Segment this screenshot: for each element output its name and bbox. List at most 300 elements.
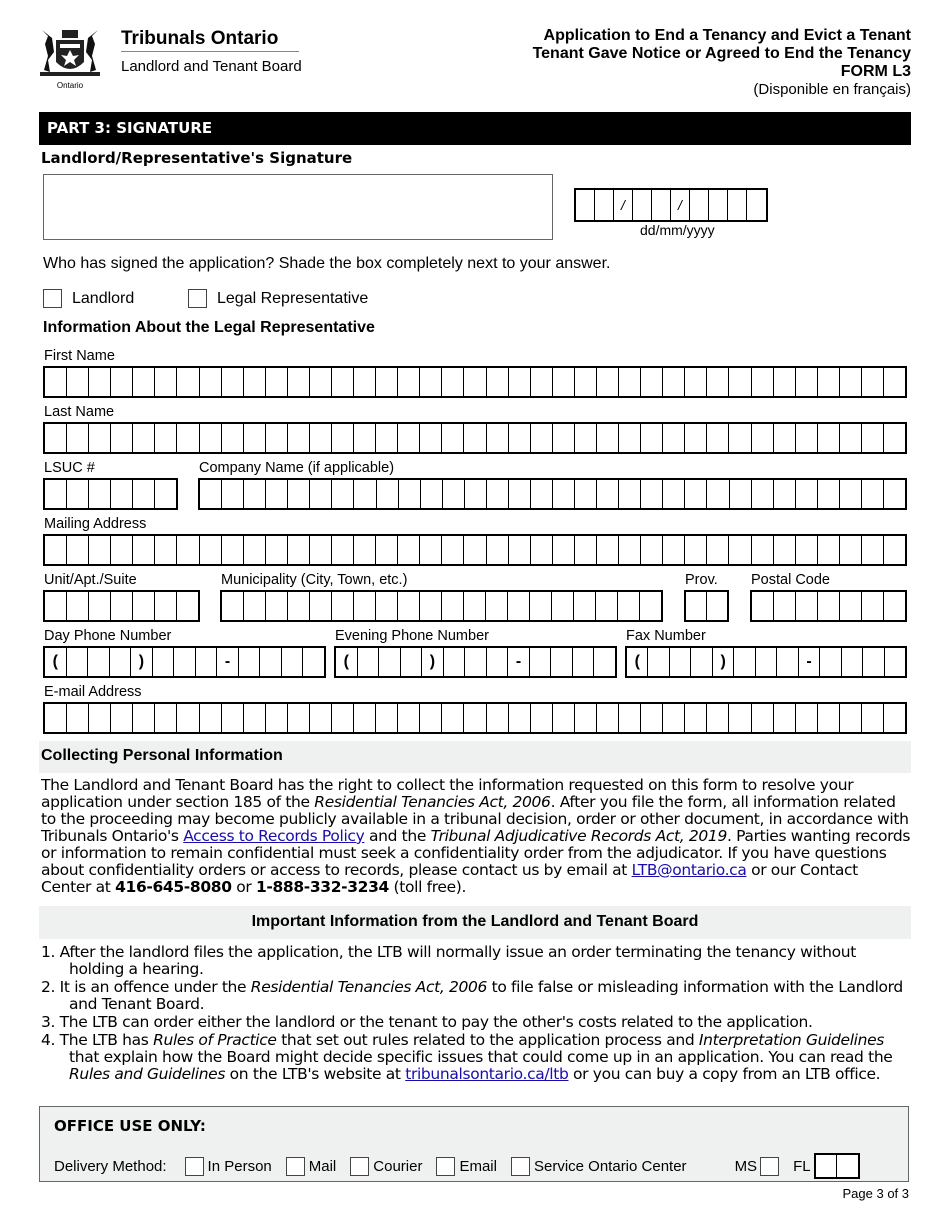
char-cell[interactable] xyxy=(310,704,332,732)
char-cell[interactable] xyxy=(509,424,531,452)
char-cell[interactable] xyxy=(531,480,553,508)
ms-checkbox[interactable] xyxy=(760,1157,779,1176)
char-cell[interactable] xyxy=(796,424,818,452)
phone-cell[interactable] xyxy=(88,648,110,676)
char-cell[interactable] xyxy=(45,424,67,452)
char-cell[interactable] xyxy=(67,368,89,396)
char-cell[interactable] xyxy=(774,704,796,732)
char-cell[interactable] xyxy=(862,592,884,620)
date-cell[interactable] xyxy=(633,190,652,220)
char-cell[interactable] xyxy=(266,536,288,564)
char-cell[interactable] xyxy=(111,536,133,564)
char-cell[interactable] xyxy=(840,480,862,508)
delivery-courier[interactable]: Courier xyxy=(350,1157,422,1176)
char-cell[interactable] xyxy=(486,592,508,620)
char-cell[interactable] xyxy=(332,368,354,396)
char-cell[interactable] xyxy=(354,704,376,732)
char-cell[interactable] xyxy=(420,536,442,564)
char-cell[interactable] xyxy=(67,704,89,732)
char-cell[interactable] xyxy=(574,592,596,620)
char-cell[interactable] xyxy=(752,592,774,620)
date-cell[interactable] xyxy=(595,190,614,220)
phone-cell[interactable] xyxy=(648,648,669,676)
char-cell[interactable] xyxy=(244,424,266,452)
char-cell[interactable] xyxy=(597,704,619,732)
char-cell[interactable] xyxy=(155,704,177,732)
char-cell[interactable] xyxy=(796,368,818,396)
fl-field[interactable] xyxy=(814,1153,860,1179)
phone-cell[interactable] xyxy=(863,648,884,676)
first-name-field[interactable] xyxy=(43,366,907,398)
char-cell[interactable] xyxy=(133,424,155,452)
phone-cell[interactable] xyxy=(153,648,175,676)
postal-code-field[interactable] xyxy=(750,590,907,622)
lsuc-field[interactable] xyxy=(43,478,178,510)
char-cell[interactable] xyxy=(729,704,751,732)
char-cell[interactable] xyxy=(443,480,465,508)
phone-cell[interactable] xyxy=(820,648,841,676)
char-cell[interactable] xyxy=(597,480,619,508)
char-cell[interactable] xyxy=(596,592,618,620)
char-cell[interactable] xyxy=(552,592,574,620)
char-cell[interactable] xyxy=(619,424,641,452)
char-cell[interactable] xyxy=(398,592,420,620)
char-cell[interactable] xyxy=(354,480,376,508)
phone-cell[interactable] xyxy=(465,648,487,676)
char-cell[interactable] xyxy=(288,536,310,564)
day-phone-field[interactable] xyxy=(43,646,326,678)
phone-cell[interactable] xyxy=(67,648,89,676)
phone-cell[interactable] xyxy=(174,648,196,676)
phone-cell[interactable]: ) xyxy=(422,648,444,676)
char-cell[interactable] xyxy=(310,368,332,396)
char-cell[interactable] xyxy=(729,368,751,396)
char-cell[interactable] xyxy=(332,480,354,508)
char-cell[interactable] xyxy=(707,368,729,396)
char-cell[interactable] xyxy=(45,480,67,508)
char-cell[interactable] xyxy=(244,592,266,620)
char-cell[interactable] xyxy=(155,592,177,620)
char-cell[interactable] xyxy=(685,424,707,452)
char-cell[interactable] xyxy=(288,592,310,620)
char-cell[interactable] xyxy=(420,704,442,732)
char-cell[interactable] xyxy=(640,592,661,620)
char-cell[interactable] xyxy=(464,368,486,396)
char-cell[interactable] xyxy=(67,536,89,564)
phone-cell[interactable] xyxy=(260,648,282,676)
phone-cell[interactable]: ( xyxy=(45,648,67,676)
char-cell[interactable] xyxy=(332,592,354,620)
char-cell[interactable] xyxy=(177,536,199,564)
phone-cell[interactable] xyxy=(777,648,798,676)
char-cell[interactable] xyxy=(663,536,685,564)
char-cell[interactable] xyxy=(729,536,751,564)
char-cell[interactable] xyxy=(774,368,796,396)
char-cell[interactable] xyxy=(244,536,266,564)
phone-cell[interactable] xyxy=(551,648,573,676)
char-cell[interactable] xyxy=(222,368,244,396)
char-cell[interactable] xyxy=(862,480,884,508)
char-cell[interactable] xyxy=(310,480,332,508)
char-cell[interactable] xyxy=(796,704,818,732)
signer-option-landlord[interactable] xyxy=(43,289,134,308)
char-cell[interactable] xyxy=(111,480,133,508)
char-cell[interactable] xyxy=(487,424,509,452)
date-cell[interactable] xyxy=(690,190,709,220)
char-cell[interactable] xyxy=(67,480,89,508)
char-cell[interactable] xyxy=(553,424,575,452)
char-cell[interactable] xyxy=(354,536,376,564)
char-cell[interactable] xyxy=(619,480,641,508)
char-cell[interactable] xyxy=(442,424,464,452)
char-cell[interactable] xyxy=(442,704,464,732)
date-cell[interactable] xyxy=(747,190,766,220)
phone-cell[interactable] xyxy=(487,648,509,676)
fax-field[interactable] xyxy=(625,646,907,678)
char-cell[interactable] xyxy=(111,592,133,620)
char-cell[interactable] xyxy=(222,592,244,620)
char-cell[interactable] xyxy=(89,480,111,508)
char-cell[interactable] xyxy=(840,704,862,732)
char-cell[interactable] xyxy=(332,424,354,452)
char-cell[interactable] xyxy=(89,536,111,564)
char-cell[interactable] xyxy=(597,424,619,452)
char-cell[interactable] xyxy=(354,368,376,396)
char-cell[interactable] xyxy=(133,536,155,564)
char-cell[interactable] xyxy=(752,536,774,564)
char-cell[interactable] xyxy=(774,424,796,452)
char-cell[interactable] xyxy=(420,368,442,396)
char-cell[interactable] xyxy=(155,424,177,452)
phone-cell[interactable]: ) xyxy=(713,648,734,676)
phone-cell[interactable] xyxy=(670,648,691,676)
char-cell[interactable] xyxy=(752,368,774,396)
char-cell[interactable] xyxy=(420,424,442,452)
char-cell[interactable] xyxy=(266,704,288,732)
date-cell[interactable] xyxy=(709,190,728,220)
company-field[interactable] xyxy=(198,478,907,510)
char-cell[interactable] xyxy=(177,424,199,452)
char-cell[interactable] xyxy=(45,592,67,620)
char-cell[interactable] xyxy=(442,368,464,396)
phone-cell[interactable] xyxy=(282,648,304,676)
char-cell[interactable] xyxy=(420,592,442,620)
char-cell[interactable] xyxy=(244,704,266,732)
char-cell[interactable] xyxy=(752,480,774,508)
char-cell[interactable] xyxy=(818,480,840,508)
char-cell[interactable] xyxy=(200,424,222,452)
char-cell[interactable] xyxy=(464,424,486,452)
phone-cell[interactable] xyxy=(530,648,552,676)
delivery-email[interactable]: Email xyxy=(436,1157,497,1176)
signature-date-field[interactable] xyxy=(574,188,768,222)
char-cell[interactable] xyxy=(840,424,862,452)
char-cell[interactable] xyxy=(111,704,133,732)
char-cell[interactable] xyxy=(177,704,199,732)
signature-field[interactable] xyxy=(43,174,553,240)
char-cell[interactable] xyxy=(796,536,818,564)
char-cell[interactable] xyxy=(133,368,155,396)
landlord-checkbox[interactable] xyxy=(43,289,62,308)
char-cell[interactable] xyxy=(487,368,509,396)
char-cell[interactable] xyxy=(884,592,905,620)
char-cell[interactable] xyxy=(310,424,332,452)
char-cell[interactable] xyxy=(707,424,729,452)
phone-cell[interactable] xyxy=(594,648,615,676)
char-cell[interactable] xyxy=(200,704,222,732)
char-cell[interactable] xyxy=(818,368,840,396)
char-cell[interactable] xyxy=(575,480,597,508)
checkbox[interactable] xyxy=(185,1157,204,1176)
ltb-email-link[interactable]: LTB@ontario.ca xyxy=(631,861,747,879)
phone-cell[interactable] xyxy=(239,648,261,676)
char-cell[interactable] xyxy=(641,424,663,452)
char-cell[interactable] xyxy=(663,480,685,508)
char-cell[interactable] xyxy=(641,480,663,508)
char-cell[interactable] xyxy=(663,368,685,396)
char-cell[interactable] xyxy=(222,424,244,452)
char-cell[interactable] xyxy=(376,592,398,620)
char-cell[interactable] xyxy=(89,592,111,620)
char-cell[interactable] xyxy=(464,592,486,620)
char-cell[interactable] xyxy=(641,536,663,564)
char-cell[interactable] xyxy=(707,536,729,564)
char-cell[interactable] xyxy=(111,424,133,452)
char-cell[interactable] xyxy=(508,592,530,620)
phone-cell[interactable]: ) xyxy=(131,648,153,676)
date-cell[interactable] xyxy=(652,190,671,220)
char-cell[interactable] xyxy=(840,368,862,396)
char-cell[interactable] xyxy=(597,536,619,564)
last-name-field[interactable] xyxy=(43,422,907,454)
checkbox[interactable] xyxy=(350,1157,369,1176)
phone-cell[interactable] xyxy=(734,648,755,676)
char-cell[interactable] xyxy=(509,480,531,508)
phone-cell[interactable]: - xyxy=(799,648,820,676)
char-cell[interactable] xyxy=(442,592,464,620)
phone-cell[interactable] xyxy=(444,648,466,676)
char-cell[interactable] xyxy=(884,480,905,508)
char-cell[interactable] xyxy=(553,704,575,732)
char-cell[interactable] xyxy=(266,368,288,396)
phone-cell[interactable]: ( xyxy=(336,648,358,676)
date-cell[interactable] xyxy=(576,190,595,220)
char-cell[interactable] xyxy=(796,592,818,620)
char-cell[interactable] xyxy=(398,536,420,564)
char-cell[interactable] xyxy=(575,704,597,732)
char-cell[interactable] xyxy=(531,424,553,452)
char-cell[interactable] xyxy=(67,424,89,452)
char-cell[interactable] xyxy=(752,704,774,732)
char-cell[interactable] xyxy=(67,592,89,620)
delivery-in-person[interactable]: In Person xyxy=(185,1157,272,1176)
char-cell[interactable] xyxy=(133,592,155,620)
phone-cell[interactable] xyxy=(358,648,380,676)
char-cell[interactable] xyxy=(730,480,752,508)
char-cell[interactable] xyxy=(509,368,531,396)
char-cell[interactable] xyxy=(774,536,796,564)
char-cell[interactable] xyxy=(266,424,288,452)
char-cell[interactable] xyxy=(553,480,575,508)
checkbox[interactable] xyxy=(436,1157,455,1176)
email-field[interactable] xyxy=(43,702,907,734)
date-cell[interactable] xyxy=(728,190,747,220)
char-cell[interactable] xyxy=(818,536,840,564)
char-cell[interactable] xyxy=(619,704,641,732)
char-cell[interactable] xyxy=(487,704,509,732)
char-cell[interactable] xyxy=(729,424,751,452)
phone-cell[interactable]: - xyxy=(217,648,239,676)
char-cell[interactable] xyxy=(222,536,244,564)
char-cell[interactable] xyxy=(553,536,575,564)
char-cell[interactable] xyxy=(332,704,354,732)
phone-cell[interactable] xyxy=(842,648,863,676)
char-cell[interactable] xyxy=(575,424,597,452)
char-cell[interactable] xyxy=(89,368,111,396)
char-cell[interactable] xyxy=(398,704,420,732)
char-cell[interactable] xyxy=(685,704,707,732)
char-cell[interactable] xyxy=(354,424,376,452)
phone-cell[interactable] xyxy=(196,648,218,676)
phone-cell[interactable] xyxy=(885,648,905,676)
char-cell[interactable] xyxy=(531,536,553,564)
phone-cell[interactable] xyxy=(379,648,401,676)
char-cell[interactable] xyxy=(487,536,509,564)
char-cell[interactable] xyxy=(45,368,67,396)
char-cell[interactable] xyxy=(685,536,707,564)
char-cell[interactable] xyxy=(530,592,552,620)
char-cell[interactable] xyxy=(222,480,244,508)
char-cell[interactable] xyxy=(111,368,133,396)
phone-cell[interactable] xyxy=(756,648,777,676)
char-cell[interactable] xyxy=(553,368,575,396)
char-cell[interactable] xyxy=(155,480,176,508)
checkbox[interactable] xyxy=(286,1157,305,1176)
char-cell[interactable] xyxy=(133,704,155,732)
char-cell[interactable] xyxy=(399,480,421,508)
phone-cell[interactable]: ( xyxy=(627,648,648,676)
char-cell[interactable] xyxy=(244,480,266,508)
char-cell[interactable] xyxy=(376,368,398,396)
char-cell[interactable] xyxy=(884,536,905,564)
char-cell[interactable] xyxy=(377,480,399,508)
char-cell[interactable] xyxy=(619,368,641,396)
legal-rep-checkbox[interactable] xyxy=(188,289,207,308)
char-cell[interactable] xyxy=(862,368,884,396)
tribunals-website-link[interactable]: tribunalsontario.ca/ltb xyxy=(405,1065,569,1083)
char-cell[interactable] xyxy=(686,592,707,620)
char-cell[interactable] xyxy=(862,704,884,732)
phone-cell[interactable] xyxy=(401,648,423,676)
char-cell[interactable] xyxy=(376,536,398,564)
char-cell[interactable] xyxy=(177,368,199,396)
char-cell[interactable] xyxy=(155,368,177,396)
char-cell[interactable] xyxy=(531,368,553,396)
evening-phone-field[interactable] xyxy=(334,646,617,678)
char-cell[interactable] xyxy=(155,536,177,564)
char-cell[interactable] xyxy=(509,704,531,732)
char-cell[interactable] xyxy=(575,368,597,396)
char-cell[interactable] xyxy=(354,592,376,620)
char-cell[interactable] xyxy=(884,704,905,732)
char-cell[interactable] xyxy=(89,704,111,732)
char-cell[interactable] xyxy=(310,536,332,564)
char-cell[interactable] xyxy=(398,424,420,452)
char-cell[interactable] xyxy=(266,480,288,508)
phone-cell[interactable] xyxy=(573,648,595,676)
char-cell[interactable] xyxy=(177,592,198,620)
char-cell[interactable] xyxy=(487,480,509,508)
mailing-address-field[interactable] xyxy=(43,534,907,566)
char-cell[interactable] xyxy=(840,592,862,620)
delivery-mail[interactable]: Mail xyxy=(286,1157,337,1176)
char-cell[interactable] xyxy=(774,480,796,508)
char-cell[interactable] xyxy=(641,704,663,732)
char-cell[interactable] xyxy=(575,536,597,564)
unit-field[interactable] xyxy=(43,590,200,622)
phone-cell[interactable] xyxy=(303,648,324,676)
char-cell[interactable] xyxy=(796,480,818,508)
char-cell[interactable] xyxy=(398,368,420,396)
char-cell[interactable] xyxy=(618,592,640,620)
char-cell[interactable] xyxy=(465,480,487,508)
char-cell[interactable] xyxy=(222,704,244,732)
municipality-field[interactable] xyxy=(220,590,663,622)
char-cell[interactable] xyxy=(200,480,222,508)
province-field[interactable] xyxy=(684,590,729,622)
char-cell[interactable] xyxy=(421,480,443,508)
char-cell[interactable] xyxy=(663,704,685,732)
char-cell[interactable] xyxy=(45,536,67,564)
char-cell[interactable] xyxy=(266,592,288,620)
char-cell[interactable] xyxy=(663,424,685,452)
char-cell[interactable] xyxy=(310,592,332,620)
char-cell[interactable] xyxy=(818,704,840,732)
char-cell[interactable] xyxy=(752,424,774,452)
char-cell[interactable] xyxy=(288,424,310,452)
char-cell[interactable] xyxy=(597,368,619,396)
char-cell[interactable] xyxy=(200,368,222,396)
access-to-records-link[interactable]: Access to Records Policy xyxy=(183,827,365,845)
char-cell[interactable] xyxy=(45,704,67,732)
char-cell[interactable] xyxy=(818,592,840,620)
char-cell[interactable] xyxy=(619,536,641,564)
char-cell[interactable] xyxy=(685,368,707,396)
char-cell[interactable] xyxy=(774,592,796,620)
char-cell[interactable] xyxy=(200,536,222,564)
char-cell[interactable] xyxy=(464,536,486,564)
checkbox[interactable] xyxy=(511,1157,530,1176)
phone-cell[interactable] xyxy=(691,648,712,676)
char-cell[interactable] xyxy=(464,704,486,732)
char-cell[interactable] xyxy=(531,704,553,732)
char-cell[interactable] xyxy=(89,424,111,452)
char-cell[interactable] xyxy=(641,368,663,396)
char-cell[interactable] xyxy=(288,368,310,396)
char-cell[interactable] xyxy=(332,536,354,564)
char-cell[interactable] xyxy=(685,480,707,508)
char-cell[interactable] xyxy=(376,424,398,452)
phone-cell[interactable]: - xyxy=(508,648,530,676)
char-cell[interactable] xyxy=(884,368,905,396)
phone-cell[interactable] xyxy=(110,648,132,676)
char-cell[interactable] xyxy=(707,704,729,732)
char-cell[interactable] xyxy=(509,536,531,564)
char-cell[interactable] xyxy=(288,704,310,732)
char-cell[interactable] xyxy=(862,424,884,452)
delivery-service-ontario[interactable]: Service Ontario Center xyxy=(511,1157,687,1176)
char-cell[interactable] xyxy=(862,536,884,564)
